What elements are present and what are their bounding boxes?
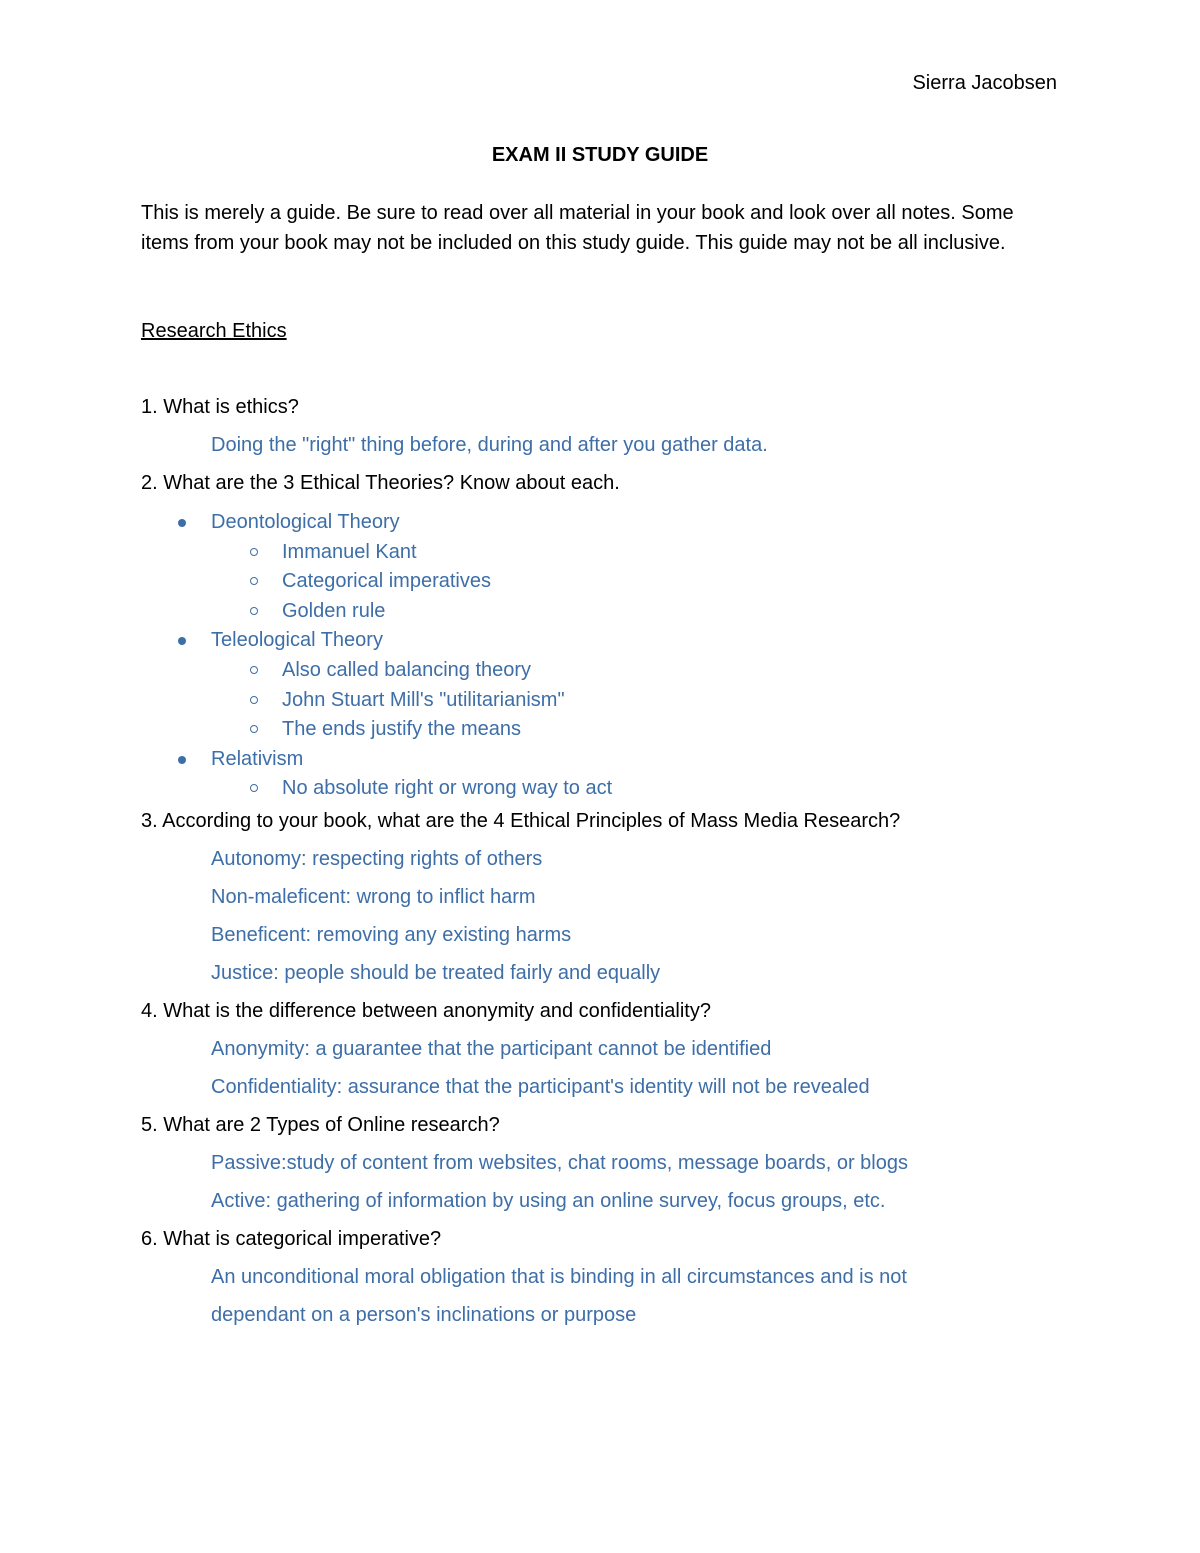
theory-point: [282, 538, 1101, 568]
theory-point-text: Golden rule: [282, 599, 386, 622]
answer-4-item: Anonymity: a guarantee that the participant cannot be identified: [211, 1037, 772, 1060]
theory-point-text: Categorical imperatives: [282, 570, 491, 593]
answer-5-item: Passive:study of content from websites, chat rooms, message boards, or blogs: [211, 1151, 908, 1174]
question-5: 5. What are 2 Types of Online research?: [141, 1113, 500, 1136]
theory-point-text: The ends justify the means: [282, 718, 522, 741]
question-4: 4. What is the difference between anonymity and confidentiality?: [141, 999, 711, 1022]
answer-3-item: Justice: people should be treated fairly and equally: [211, 961, 661, 984]
question-list: [141, 394, 1101, 1340]
answer-4-item: Confidentiality: assurance that the participant's identity will not be revealed: [211, 1075, 870, 1098]
hollow-bullet-icon: [250, 784, 258, 792]
theory-point: [282, 686, 1101, 716]
theory-name: Relativism: [211, 747, 304, 770]
theory-item: [211, 626, 1101, 656]
theory-name: Deontological Theory: [211, 511, 400, 533]
answer-5-item: Active: gathering of information by using an online survey, focus groups, etc.: [211, 1189, 886, 1212]
theory-point-text: John Stuart Mill's "utilitarianism": [282, 688, 565, 711]
intro-paragraph: This is merely a guide. Be sure to read over all material in your book and look over all notes. Some items from your book may not be included on this study guide. This guide may not be all inclusive.: [141, 202, 1014, 254]
author-name: Sierra Jacobsen: [912, 72, 1057, 94]
hollow-bullet-icon: [250, 577, 258, 585]
bullet-icon: [178, 756, 186, 764]
answer-1: Doing the "right" thing before, during and after you gather data.: [211, 434, 768, 456]
section-heading: Research Ethics: [141, 320, 287, 342]
theory-point: [282, 567, 1101, 597]
hollow-bullet-icon: [250, 666, 258, 674]
hollow-bullet-icon: [250, 696, 258, 704]
hollow-bullet-icon: [250, 607, 258, 615]
hollow-bullet-icon: [250, 725, 258, 733]
bullet-icon: [178, 519, 186, 527]
question-6: 6. What is categorical imperative?: [141, 1227, 442, 1250]
theory-point-text: Immanuel Kant: [282, 540, 417, 563]
hollow-bullet-icon: [250, 548, 258, 556]
question-1: 1. What is ethics?: [141, 396, 299, 418]
theory-point: [282, 715, 1101, 745]
theory-name: Teleological Theory: [211, 629, 383, 652]
theory-item: [211, 745, 1101, 775]
answer-6-line: An unconditional moral obligation that is binding in all circumstances and is not: [211, 1265, 907, 1288]
answer-3-item: Autonomy: respecting rights of others: [211, 847, 543, 870]
theory-point: [282, 774, 1101, 804]
bullet-icon: [178, 637, 186, 645]
theory-item: [211, 508, 1101, 538]
question-3: 3. According to your book, what are the 4 Ethical Principles of Mass Media Research?: [141, 809, 901, 832]
document-title: EXAM II STUDY GUIDE: [491, 144, 709, 166]
answer-3-item: Beneficent: removing any existing harms: [211, 923, 572, 946]
theory-point: [282, 656, 1101, 686]
theory-point-text: No absolute right or wrong way to act: [282, 777, 613, 800]
theory-point-text: Also called balancing theory: [282, 658, 532, 681]
question-2: 2. What are the 3 Ethical Theories? Know about each.: [141, 472, 620, 494]
theory-point: [282, 597, 1101, 627]
answer-3-item: Non-maleficent: wrong to inflict harm: [211, 885, 536, 908]
answer-6-line: dependant on a person's inclinations or purpose: [211, 1303, 637, 1326]
